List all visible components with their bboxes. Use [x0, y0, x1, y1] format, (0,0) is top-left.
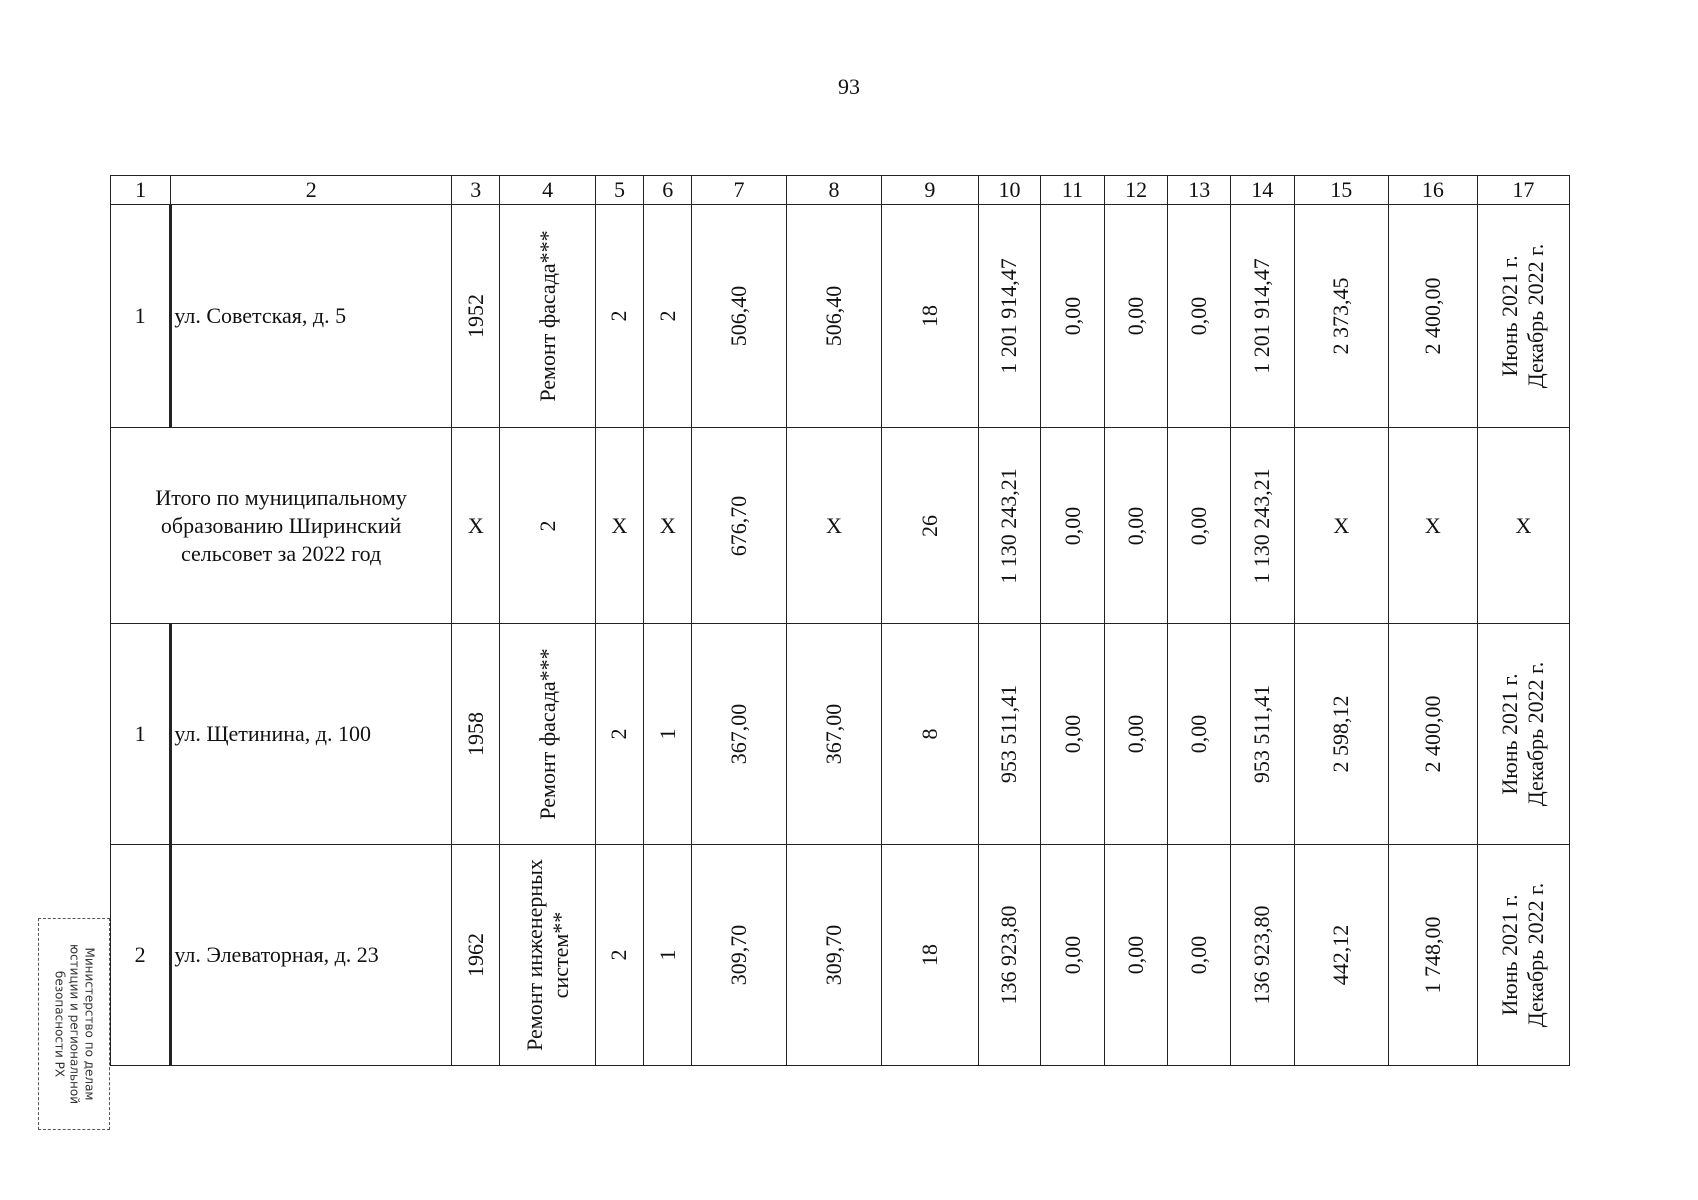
page-number: 93 — [838, 74, 860, 99]
column-header: 13 — [1168, 176, 1231, 205]
cell-c10: 953 511,41 — [978, 624, 1041, 845]
cell-c15: 442,12 — [1294, 845, 1388, 1066]
row-number: 2 — [111, 845, 171, 1066]
cell-c11: 0,00 — [1041, 845, 1105, 1066]
cell-c6: 1 — [644, 624, 692, 845]
column-header: 6 — [644, 176, 692, 205]
total-label: Итого по муниципальному образованию Ширинский сельсовет за 2022 год — [111, 428, 452, 624]
total-c5: X — [595, 428, 643, 624]
column-number-row — [111, 176, 1570, 205]
cell-c13: 0,00 — [1168, 624, 1231, 845]
total-c6: X — [644, 428, 692, 624]
build-year-cell: 1958 — [452, 624, 500, 845]
total-c17: X — [1477, 428, 1569, 624]
cell-c5: 2 — [595, 624, 643, 845]
column-header: 9 — [882, 176, 979, 205]
build-year-cell: 1962 — [452, 845, 500, 1066]
cell-c8: 506,40 — [786, 205, 881, 428]
column-header: 5 — [595, 176, 643, 205]
cell-c8: 367,00 — [786, 624, 881, 845]
cell-c9: 18 — [882, 205, 979, 428]
column-header: 3 — [452, 176, 500, 205]
column-header: 1 — [111, 176, 171, 205]
column-header: 2 — [171, 176, 452, 205]
cell-c11: 0,00 — [1041, 624, 1105, 845]
work-type-cell: Ремонт фасада*** — [500, 205, 595, 428]
cell-c15: 2 373,45 — [1294, 205, 1388, 428]
cell-c6: 2 — [644, 205, 692, 428]
cell-c12: 0,00 — [1104, 205, 1168, 428]
cell-c9: 8 — [882, 624, 979, 845]
cell-c11: 0,00 — [1041, 205, 1105, 428]
row-number: 1 — [111, 624, 171, 845]
total-c11: 0,00 — [1041, 428, 1105, 624]
column-header: 7 — [692, 176, 786, 205]
cell-c16: 2 400,00 — [1388, 205, 1477, 428]
column-header: 4 — [500, 176, 595, 205]
column-header: 16 — [1388, 176, 1477, 205]
total-c4: 2 — [500, 428, 595, 624]
period-cell: Июнь 2021 г. Декабрь 2022 г. — [1477, 845, 1569, 1066]
cell-c14: 953 511,41 — [1230, 624, 1294, 845]
cell-c14: 136 923,80 — [1230, 845, 1294, 1066]
total-c15: X — [1294, 428, 1388, 624]
cell-c6: 1 — [644, 845, 692, 1066]
cell-c16: 1 748,00 — [1388, 845, 1477, 1066]
build-year-cell: 1952 — [452, 205, 500, 428]
total-c10: 1 130 243,21 — [978, 428, 1041, 624]
table-row — [111, 205, 1570, 428]
work-type-cell: Ремонт фасада*** — [500, 624, 595, 845]
cell-c5: 2 — [595, 845, 643, 1066]
cell-c7: 506,40 — [692, 205, 786, 428]
table-row — [111, 624, 1570, 845]
cell-c16: 2 400,00 — [1388, 624, 1477, 845]
total-c3: X — [452, 428, 500, 624]
total-c16: X — [1388, 428, 1477, 624]
column-header: 17 — [1477, 176, 1569, 205]
total-c7: 676,70 — [692, 428, 786, 624]
cell-c8: 309,70 — [786, 845, 881, 1066]
total-c14: 1 130 243,21 — [1230, 428, 1294, 624]
table-row — [111, 845, 1570, 1066]
column-header: 11 — [1041, 176, 1105, 205]
period-cell: Июнь 2021 г. Декабрь 2022 г. — [1477, 624, 1569, 845]
row-number: 1 — [111, 205, 171, 428]
column-header: 12 — [1104, 176, 1168, 205]
column-header: 14 — [1230, 176, 1294, 205]
cell-c7: 309,70 — [692, 845, 786, 1066]
cell-c13: 0,00 — [1168, 205, 1231, 428]
column-header: 10 — [978, 176, 1041, 205]
cell-c12: 0,00 — [1104, 845, 1168, 1066]
column-header: 15 — [1294, 176, 1388, 205]
cell-c10: 136 923,80 — [978, 845, 1041, 1066]
total-c12: 0,00 — [1104, 428, 1168, 624]
capital-repair-table — [110, 175, 1570, 1066]
cell-c10: 1 201 914,47 — [978, 205, 1041, 428]
cell-c5: 2 — [595, 205, 643, 428]
cell-c7: 367,00 — [692, 624, 786, 845]
cell-c9: 18 — [882, 845, 979, 1066]
total-c8: X — [786, 428, 881, 624]
total-row — [111, 428, 1570, 624]
address-cell: ул. Щетинина, д. 100 — [171, 624, 452, 845]
work-type-cell: Ремонт инженерных систем** — [500, 845, 595, 1066]
address-cell: ул. Элеваторная, д. 23 — [171, 845, 452, 1066]
ministry-stamp: Министерство по делам юстиции и региональной безопасности РХ — [38, 918, 110, 1130]
cell-c12: 0,00 — [1104, 624, 1168, 845]
total-c13: 0,00 — [1168, 428, 1231, 624]
total-c9: 26 — [882, 428, 979, 624]
column-header: 8 — [786, 176, 881, 205]
period-cell: Июнь 2021 г. Декабрь 2022 г. — [1477, 205, 1569, 428]
cell-c15: 2 598,12 — [1294, 624, 1388, 845]
cell-c14: 1 201 914,47 — [1230, 205, 1294, 428]
address-cell: ул. Советская, д. 5 — [171, 205, 452, 428]
cell-c13: 0,00 — [1168, 845, 1231, 1066]
